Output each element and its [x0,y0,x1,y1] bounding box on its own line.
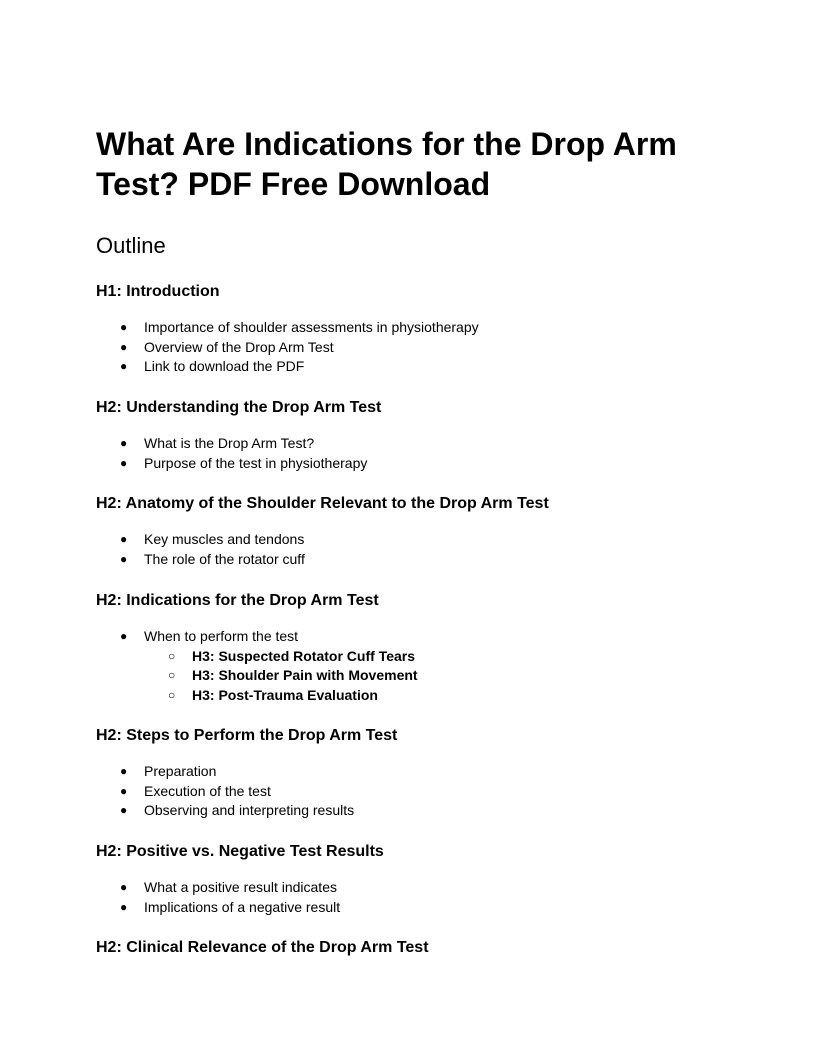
bullet-icon: ● [120,764,128,778]
outline-section-results [96,842,736,917]
sub-list-item-text: H3: Shoulder Pain with Movement [192,667,418,683]
bullet-icon: ● [120,532,128,546]
bullet-icon: ● [120,320,128,334]
bullet-icon: ● [120,629,128,643]
outline-heading: Outline [96,233,166,258]
list-item [96,627,736,647]
bullet-icon: ● [120,436,128,450]
bullet-icon: ● [120,880,128,894]
bullet-icon: ● [120,803,128,817]
outline-section-understanding [96,398,736,473]
list-item [96,530,736,550]
section-heading: H2: Clinical Relevance of the Drop Arm Test [96,939,429,956]
outline-section-anatomy [96,494,736,569]
bullet-icon: ● [120,339,128,354]
bullet-list [96,530,736,569]
list-item [96,801,736,821]
bullet-list [96,434,736,473]
list-item-text: Execution of the test [144,782,271,799]
sub-list-item [96,647,736,667]
list-item-text: The role of the rotator cuff [144,550,305,567]
list-item-text: Purpose of the test in physiotherapy [144,454,368,471]
bullet-list [96,318,736,377]
list-item-text: Overview of the Drop Arm Test [144,338,334,355]
bullet-icon: ● [120,899,128,914]
list-item-text: Link to download the PDF [144,358,305,374]
list-item [96,550,736,570]
sub-list-item [96,666,736,686]
list-item-text: When to perform the test [144,628,299,644]
list-item-text: What a positive result indicates [144,879,337,895]
list-item [96,898,736,918]
sub-bullet-list [96,647,736,706]
list-item-text: Observing and interpreting results [144,802,355,818]
section-heading: H2: Indications for the Drop Arm Test [96,592,379,609]
sub-list-item-text: H3: Suspected Rotator Cuff Tears [192,647,415,664]
bullet-icon: ● [120,551,128,566]
document-title: What Are Indications for the Drop Arm Test? PDF Free Download [96,126,677,202]
list-item [96,878,736,898]
list-item-text: Preparation [144,763,217,779]
list-item [96,782,736,802]
list-item-text: Key muscles and tendons [144,531,305,547]
section-heading: H2: Steps to Perform the Drop Arm Test [96,727,398,744]
bullet-icon: ● [120,783,128,798]
bullet-list [96,627,736,647]
list-item-text: Implications of a negative result [144,898,341,915]
list-item [96,357,736,377]
list-item-text: Importance of shoulder assessments in physiotherapy [144,319,479,335]
circle-bullet-icon: ○ [168,648,176,663]
sub-list-item-text: H3: Post-Trauma Evaluation [192,686,378,703]
bullet-icon: ● [120,359,128,373]
outline-section-introduction [96,282,736,377]
bullet-icon: ● [120,455,128,470]
outline-section-indications [96,591,736,705]
circle-bullet-icon: ○ [168,687,176,702]
bullet-list [96,878,736,917]
sub-list-item [96,686,736,706]
circle-bullet-icon: ○ [168,668,176,682]
section-heading: H1: Introduction [96,283,220,300]
list-item [96,762,736,782]
list-item-text: What is the Drop Arm Test? [144,435,315,451]
section-heading: H2: Positive vs. Negative Test Results [96,843,384,860]
section-heading: H2: Understanding the Drop Arm Test [96,399,382,416]
list-item [96,434,736,454]
outline-section-steps [96,726,736,821]
list-item [96,454,736,474]
outline-section-clinical-relevance [96,938,736,958]
list-item [96,318,736,338]
list-item [96,338,736,358]
section-heading: H2: Anatomy of the Shoulder Relevant to the Drop Arm Test [96,495,549,512]
bullet-list [96,762,736,821]
